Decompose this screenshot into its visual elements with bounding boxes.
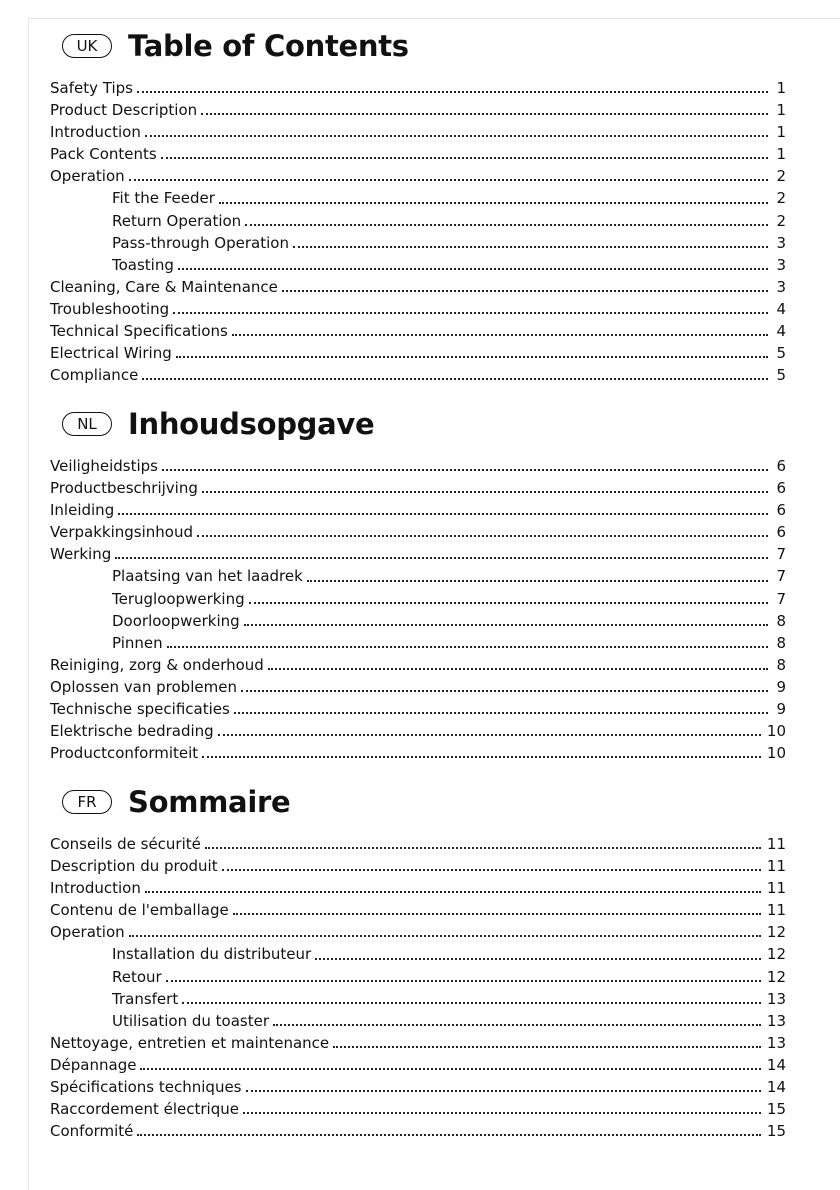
toc-entry-label: Introduction [50,879,141,898]
toc-page-number: 11 [766,857,786,876]
toc-page-number: 4 [776,322,786,341]
toc-page-number: 2 [776,211,786,230]
toc-section-fr [50,782,786,1144]
toc-page-number: 11 [766,901,786,920]
toc-entry[interactable] [50,923,786,945]
toc-list [50,457,786,766]
section-heading [62,782,786,822]
toc-entry[interactable] [50,901,786,923]
dot-leader [115,557,768,559]
toc-page-number: 6 [776,457,786,475]
toc-subentry[interactable] [50,590,786,612]
toc-page-number: 8 [776,611,786,630]
toc-entry-label: Technische specificaties [50,700,230,719]
dot-leader [201,113,768,115]
toc-page-number: 10 [766,744,786,763]
toc-entry-label: Contenu de l'emballage [50,901,229,920]
toc-page-number: 3 [776,233,786,252]
toc-entry-label: Doorloopwerking [112,611,240,630]
toc-page-number: 6 [776,523,786,542]
dot-leader [268,668,768,670]
toc-entry[interactable] [50,835,786,857]
dot-leader [173,312,768,314]
dot-leader [241,690,768,692]
toc-entry-label: Introduction [50,123,141,142]
toc-entry-label: Product Description [50,101,198,120]
dot-leader [307,580,768,582]
toc-page-number: 2 [776,167,786,186]
toc-entry-label: Pass-through Operation [112,233,289,252]
dot-leader [167,646,768,648]
toc-subentry[interactable] [50,567,786,589]
toc-entry-label: Utilisation du toaster [112,1011,270,1030]
toc-entry[interactable] [50,523,786,545]
toc-entry-label: Conformité [50,1122,134,1141]
dot-leader [245,224,768,226]
toc-entry-label: Dépannage [50,1055,137,1074]
toc-entry-label: Electrical Wiring [50,344,172,363]
toc-page-number: 5 [776,366,786,385]
toc-page-number: 11 [766,835,786,853]
dot-leader [243,1112,761,1114]
section-title: Inhoudsopgave [128,407,375,441]
toc-entry-label: Plaatsing van het laadrek [112,567,303,586]
toc-page-number: 1 [776,101,786,120]
dot-leader [246,1090,761,1092]
toc-entry-label: Veiligheidstips [50,457,158,475]
toc-page-number: 8 [776,633,786,652]
toc-entry-label: Troubleshooting [50,299,170,318]
toc-entry-label: Fit the Feeder [112,189,215,208]
toc-subentry[interactable] [50,990,786,1012]
toc-entry-label: Raccordement électrique [50,1100,239,1119]
toc-entry-label: Werking [50,545,112,564]
toc-entry[interactable] [50,300,786,322]
dot-leader [162,469,768,471]
toc-page-number: 1 [776,145,786,164]
toc-subentry[interactable] [50,256,786,278]
dot-leader [273,1024,761,1026]
dot-leader [197,535,768,537]
toc-entry-label: Operation [50,167,125,186]
toc-entry-label: Installation du distributeur [112,945,312,964]
toc-page-number: 4 [776,299,786,318]
toc-page-number: 3 [776,277,786,296]
toc-list [50,835,786,1144]
toc-entry[interactable] [50,322,786,344]
dot-leader [182,1002,761,1004]
section-heading [62,404,786,444]
dot-leader [142,378,768,380]
toc-entry-label: Terugloopwerking [112,589,245,608]
toc-subentry[interactable] [50,189,786,211]
toc-section-uk [50,26,786,388]
toc-entry[interactable] [50,366,786,388]
dot-leader [218,734,761,736]
toc-entry[interactable] [50,1056,786,1078]
toc-entry-label: Pack Contents [50,145,157,164]
toc-entry-label: Return Operation [112,211,242,230]
toc-entry[interactable] [50,879,786,901]
toc-entry[interactable] [50,167,786,189]
section-title: Sommaire [128,785,291,819]
toc-entry-label: Spécifications techniques [50,1078,242,1097]
toc-page-number: 13 [766,1033,786,1052]
toc-entry-label: Transfert [112,989,179,1008]
dot-leader [145,891,761,893]
toc-page-number: 11 [766,879,786,898]
toc-page-number: 8 [776,655,786,674]
language-badge: UK [62,34,112,58]
toc-page-number: 9 [776,700,786,719]
toc-entry-label: Cleaning, Care & Maintenance [50,277,278,296]
toc-entry[interactable] [50,344,786,366]
toc-entry[interactable] [50,278,786,300]
dot-leader [219,202,768,204]
dot-leader [161,157,768,159]
toc-page-number: 10 [766,722,786,741]
toc-page-number: 14 [766,1078,786,1097]
dot-leader [137,91,768,93]
toc-page-number: 7 [776,545,786,564]
toc-page-number: 7 [776,589,786,608]
toc-page-number: 12 [766,967,786,986]
toc-page-number: 14 [766,1055,786,1074]
toc-entry[interactable] [50,545,786,567]
toc-entry[interactable] [50,1100,786,1122]
toc-entry[interactable] [50,678,786,700]
toc-page-number: 12 [766,945,786,964]
dot-leader [333,1046,761,1048]
toc-entry-label: Safety Tips [50,79,133,97]
toc-entry[interactable] [50,101,786,123]
toc-subentry[interactable] [50,612,786,634]
toc-page-number: 1 [776,123,786,142]
toc-page-number: 6 [776,501,786,520]
toc-entry-label: Reiniging, zorg & onderhoud [50,655,264,674]
toc-entry-label: Pinnen [112,633,163,652]
toc-entry[interactable] [50,79,786,101]
toc-page-number: 15 [766,1122,786,1141]
section-title: Table of Contents [128,29,409,63]
toc-entry[interactable] [50,501,786,523]
toc-subentry[interactable] [50,968,786,990]
toc-page-number: 7 [776,567,786,586]
toc-entry-label: Productbeschrijving [50,479,198,498]
toc-page-number: 13 [766,989,786,1008]
toc-page-number: 12 [766,923,786,942]
dot-leader [176,356,768,358]
dot-leader [244,624,768,626]
toc-entry-label: Technical Specifications [50,322,228,341]
toc-entry-label: Inleiding [50,501,115,520]
dot-leader [140,1068,760,1070]
toc-entry-label: Nettoyage, entretien et maintenance [50,1033,330,1052]
toc-page-number: 5 [776,344,786,363]
dot-leader [129,179,768,181]
dot-leader [118,513,768,515]
toc-entry-label: Toasting [112,255,174,274]
toc-entry[interactable] [50,744,786,766]
toc-page-number: 15 [766,1100,786,1119]
toc-entry-label: Productconformiteit [50,744,199,763]
toc-entry[interactable] [50,722,786,744]
dot-leader [232,334,768,336]
dot-leader [234,712,768,714]
toc-entry[interactable] [50,479,786,501]
section-heading [62,26,786,66]
toc-entry-label: Elektrische bedrading [50,722,214,741]
toc-subentry[interactable] [50,634,786,656]
toc-page-number: 1 [776,79,786,97]
toc-entry-label: Compliance [50,366,139,385]
toc-entry-label: Verpakkingsinhoud [50,523,193,542]
dot-leader [202,756,761,758]
language-badge: FR [62,790,112,814]
language-badge: NL [62,412,112,436]
toc-section-nl [50,404,786,766]
toc-list [50,79,786,388]
dot-leader [293,246,768,248]
toc-entry[interactable] [50,1078,786,1100]
toc-page-number: 6 [776,479,786,498]
dot-leader [137,1134,760,1136]
toc-subentry[interactable] [50,234,786,256]
toc-subentry[interactable] [50,1012,786,1034]
toc-entry-label: Description du produit [50,857,218,876]
toc-entry[interactable] [50,123,786,145]
toc-page-number: 3 [776,255,786,274]
toc-entry-label: Conseils de sécurité [50,835,201,853]
toc-entry-label: Operation [50,923,125,942]
toc-subentry[interactable] [50,945,786,967]
toc-entry-label: Retour [112,967,162,986]
toc-entry-label: Oplossen van problemen [50,677,237,696]
dot-leader [129,935,761,937]
dot-leader [233,913,761,915]
dot-leader [205,847,761,849]
toc-subentry[interactable] [50,212,786,234]
toc-page-number: 2 [776,189,786,208]
toc-entry[interactable] [50,457,786,479]
dot-leader [249,602,768,604]
toc-entry[interactable] [50,1034,786,1056]
dot-leader [222,869,761,871]
toc-page-number: 9 [776,677,786,696]
toc-page-number: 13 [766,1011,786,1030]
toc-entry[interactable] [50,145,786,167]
toc-entry[interactable] [50,656,786,678]
toc-entry[interactable] [50,700,786,722]
dot-leader [178,268,768,270]
dot-leader [282,290,768,292]
dot-leader [202,491,768,493]
dot-leader [145,135,768,137]
toc-entry[interactable] [50,1122,786,1144]
dot-leader [166,980,761,982]
toc-entry[interactable] [50,857,786,879]
dot-leader [315,958,761,960]
